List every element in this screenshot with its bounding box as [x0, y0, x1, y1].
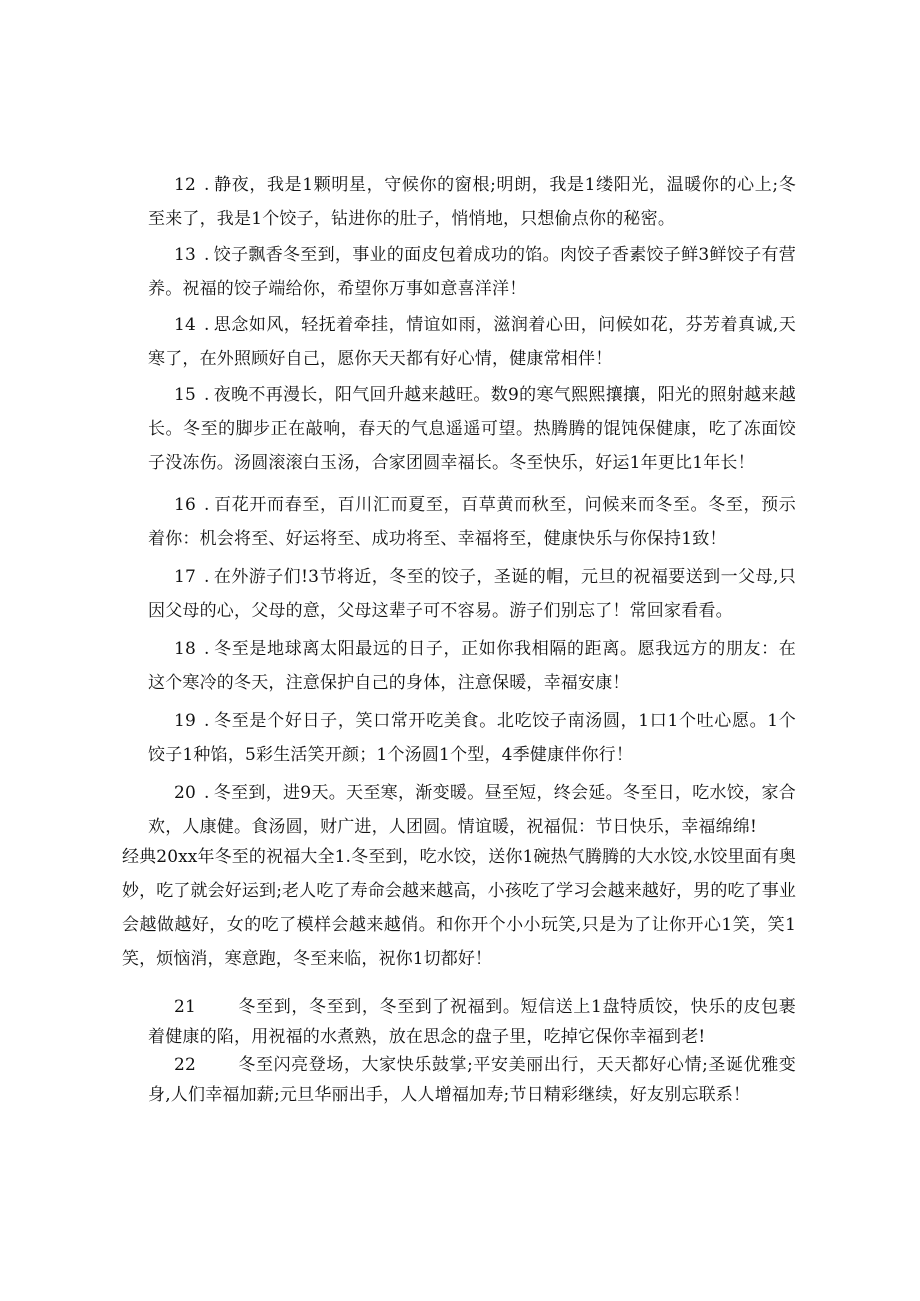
paragraph-number: 14 — [174, 315, 197, 335]
paragraph-text: 冬至到，进9天。天至寒，渐变暖。昼至短，终会延。冬至日，吃水饺，家合欢，人康健。食汤圆，财广进，人团圆。情谊暖，祝福侃：节日快乐，幸福绵绵! — [148, 783, 796, 837]
paragraph-text: 在外游子们!3节将近，冬至的饺子，圣诞的帽，元旦的祝福要送到一父母,只因父母的心，父母的意，父母这辈子可不容易。游子们别忘了！常回家看看。 — [148, 567, 796, 621]
paragraph-19 — [148, 704, 796, 772]
paragraph-separator: . — [204, 711, 210, 731]
paragraph-text: 冬至到，冬至到，冬至到了祝福到。短信送上1盘特质饺，快乐的皮包裹着健康的陷，用祝福的水煮熟，放在思念的盘子里，吃掉它保你幸福到老! — [148, 997, 796, 1047]
paragraph-number: 17 — [174, 567, 197, 587]
classic-collection-text: 经典20xx年冬至的祝福大全1.冬至到，吃水饺，送你1碗热气腾腾的大水饺,水饺里面有奥妙，吃了就会好运到;老人吃了寿命会越来越高，小孩吃了学习会越来越好，男的吃了事业会越做越好，女的吃了模样会越来越俏。和你开个小小玩笑,只是为了让你开心1笑，笑1笑，烦恼消，寒意跑，冬至来临，祝你1切都好！ — [122, 847, 796, 969]
paragraph-separator: . — [204, 783, 210, 803]
paragraph-text: 冬至是地球离太阳最远的日子，正如你我相隔的距离。愿我远方的朋友：在这个寒冷的冬天，注意保护自己的身体，注意保暖，幸福安康！ — [148, 639, 796, 693]
paragraph-separator: . — [204, 245, 210, 265]
paragraph-text: 静夜，我是1颗明星，守候你的窗根;明朗，我是1缕阳光，温暖你的心上;冬至来了，我是1个饺子，钻进你的肚子，悄悄地，只想偷点你的秘密。 — [148, 175, 796, 229]
paragraph-18 — [148, 632, 796, 700]
paragraph-text: 饺子飘香冬至到，事业的面皮包着成功的馅。肉饺子香素饺子鲜3鲜饺子有营养。祝福的饺子端给你，希望你万事如意喜洋洋！ — [148, 245, 796, 299]
paragraph-separator: . — [204, 495, 210, 515]
paragraph-number: 12 — [174, 175, 197, 195]
paragraph-number: 22 — [174, 1055, 197, 1075]
paragraph-22 — [148, 1050, 796, 1110]
paragraph-separator: . — [204, 175, 210, 195]
paragraph-12 — [148, 168, 796, 236]
paragraph-text: 百花开而春至，百川汇而夏至，百草黄而秋至，问候来而冬至。冬至，预示着你：机会将至、好运将至、成功将至、幸福将至，健康快乐与你保持1致！ — [148, 495, 796, 549]
paragraph-number: 20 — [174, 783, 197, 803]
paragraph-text: 思念如风，轻抚着牵挂，情谊如雨，滋润着心田，问候如花，芬芳着真诚,天寒了，在外照顾好自己，愿你天天都有好心情，健康常相伴！ — [148, 315, 796, 369]
paragraph-20 — [148, 776, 796, 844]
paragraph-separator: . — [204, 315, 210, 335]
paragraph-17 — [148, 560, 796, 628]
classic-collection-block — [122, 840, 796, 976]
paragraph-text: 冬至闪亮登场，大家快乐鼓掌;平安美丽出行，天天都好心情;圣诞优雅变身,人们幸福加薪;元旦华丽出手，人人增福加寿;节日精彩继续，好友别忘联系！ — [148, 1055, 796, 1105]
paragraph-21 — [148, 992, 796, 1052]
paragraph-text: 冬至是个好日子，笑口常开吃美食。北吃饺子南汤圆，1口1个吐心愿。1个饺子1种馅，5彩生活笑开颜；1个汤圆1个型，4季健康伴你行！ — [148, 711, 796, 765]
paragraph-number: 19 — [174, 711, 197, 731]
paragraph-separator: . — [204, 639, 210, 659]
paragraph-number: 15 — [174, 385, 197, 405]
paragraph-separator: . — [204, 385, 210, 405]
paragraph-13 — [148, 238, 796, 306]
paragraph-15 — [148, 378, 796, 480]
paragraph-separator: . — [204, 567, 210, 587]
paragraph-16 — [148, 488, 796, 556]
paragraph-number: 13 — [174, 245, 197, 265]
paragraph-number: 21 — [174, 997, 197, 1017]
paragraph-number: 16 — [174, 495, 197, 515]
paragraph-text: 夜晚不再漫长，阳气回升越来越旺。数9的寒气熙熙攘攘，阳光的照射越来越长。冬至的脚步正在敲响，春天的气息遥遥可望。热腾腾的馄饨保健康，吃了冻面饺子没冻伤。汤圆滚滚白玉汤，合家团圆幸福长。冬至快乐，好运1年更比1年长！ — [148, 385, 796, 473]
paragraph-14 — [148, 308, 796, 376]
paragraph-number: 18 — [174, 639, 197, 659]
